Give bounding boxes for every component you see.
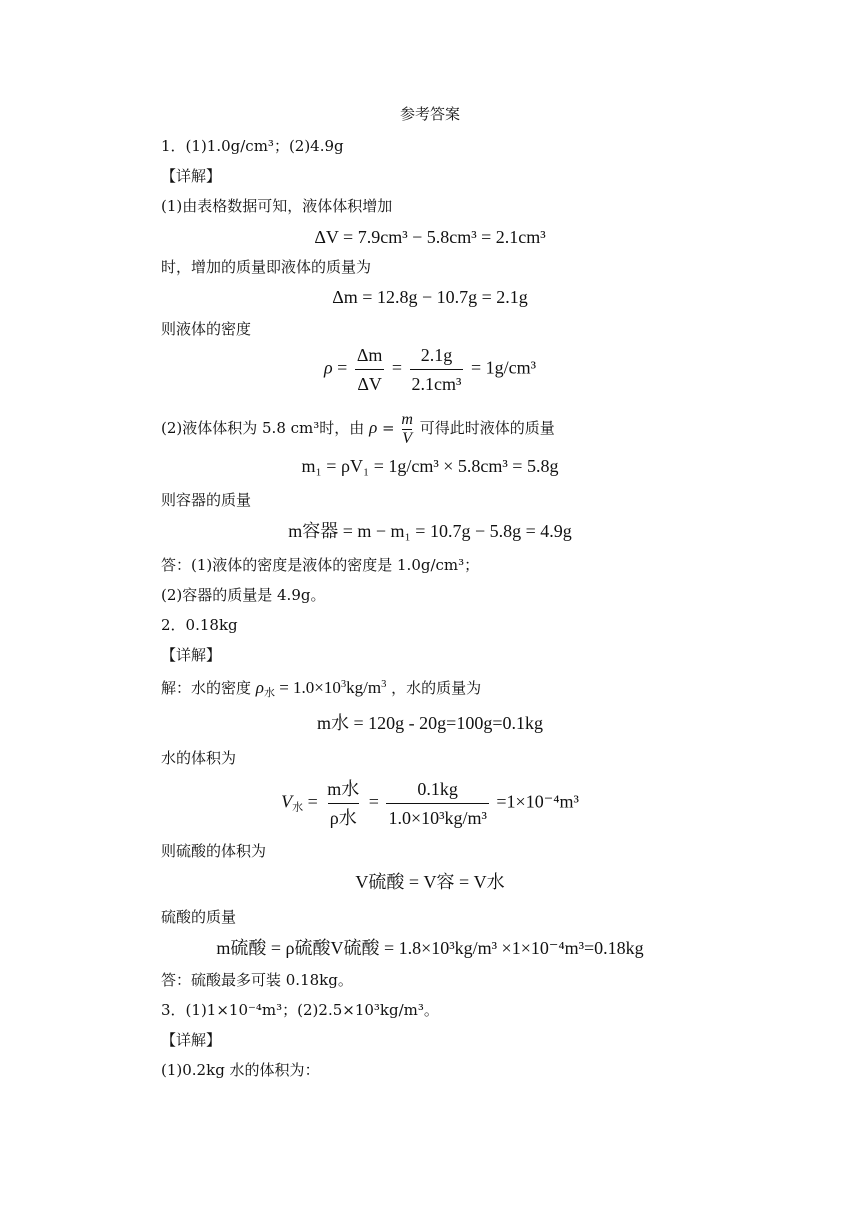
q1-paragraph-2: 时，增加的质量即液体的质量为 — [161, 258, 372, 276]
q1-equation-2: Δm = 12.8g − 10.7g = 2.1g — [332, 287, 528, 307]
q2-equation-3: V硫酸 = V容 = V水 — [355, 872, 505, 892]
q1-equation-4: m₁ = ρV₁ = 1g/cm³ × 5.8cm³ = 5.8g — [301, 456, 559, 476]
q1-eq3-fraction-1: $\frac{\Delta m}{\Delta V}$ — [356, 345, 383, 394]
q2-paragraph-4: 硫酸的质量 — [161, 908, 237, 926]
q2-paragraph-3: 则硫酸的体积为 — [161, 842, 267, 860]
q1-equation-3: ρ = $\frac{\Delta m}{\Delta V}$ = $\frac{2.1g}{\text{2.1cm³}}$ = 1g/cm³ — [324, 345, 536, 394]
q1-paragraph-1: (1)由表格数据可知，液体体积增加 — [161, 197, 393, 215]
q1-detail-label: 【详解】 — [161, 167, 222, 185]
q2-paragraph-2: 水的体积为 — [161, 749, 237, 767]
q3-paragraph-1: (1)0.2kg 水的体积为： — [161, 1061, 320, 1079]
q2-eq2-fraction-2: $\frac{0.1kg}{\text{1.0×10³kg/m³}}$ — [388, 779, 487, 828]
q1-paragraph-3: 则液体的密度 — [161, 320, 252, 338]
q1-conclusion-1: 答：(1)液体的密度是液体的密度是 1.0g/cm³； — [161, 556, 480, 574]
q1-paragraph-4: (2)液体体积为 5.8 cm³时，由 ρ = $\frac{m}{V}$ 可得此时液体的质量 — [161, 410, 555, 447]
q2-equation-2: $V_水$ = $\frac{\text{m水}}{\text{ρ水}}$ = $\frac{0.1kg}{\text{1.0×10³kg/m³}}$ =1×10⁻⁴m³ — [281, 779, 579, 828]
q1-paragraph-5: 则容器的质量 — [161, 491, 252, 509]
q2-answer: 2．0.18kg — [161, 616, 238, 634]
q3-detail-label: 【详解】 — [161, 1031, 222, 1049]
q1-equation-5: m容器 = m − m₁ = 10.7g − 5.8g = 4.9g — [288, 521, 572, 541]
q2-conclusion: 答：硫酸最多可装 0.18kg。 — [161, 971, 353, 989]
q1-answer: 1．(1)1.0g/cm³；(2)4.9g — [161, 137, 344, 155]
q1-equation-1: ΔV = 7.9cm³ − 5.8cm³ = 2.1cm³ — [314, 227, 546, 247]
density-formula: $\frac{m}{V}$ — [401, 410, 413, 447]
q3-answer: 3．(1)1×10⁻⁴m³；(2)2.5×10³kg/m³。 — [161, 1001, 439, 1019]
q2-detail-label: 【详解】 — [161, 646, 222, 664]
q2-eq2-fraction-1: $\frac{\text{m水}}{\text{ρ水}}$ — [327, 779, 360, 828]
q2-equation-1: m水 = 120g - 20g=100g=0.1kg — [317, 713, 543, 733]
q2-equation-4: m硫酸 = ρ硫酸V硫酸 = 1.8×10³kg/m³ ×1×10⁻⁴m³=0.18kg — [216, 938, 644, 958]
page-title: 参考答案 — [399, 105, 460, 123]
q1-eq3-fraction-2: $\frac{2.1g}{\text{2.1cm³}}$ — [411, 345, 462, 394]
q2-paragraph-1: 解：水的密度 $\rho_水 = 1.0\times 10^3kg/m^3$ ，水的质量为 — [161, 678, 482, 699]
q1-conclusion-2: (2)容器的质量是 4.9g。 — [161, 586, 326, 604]
